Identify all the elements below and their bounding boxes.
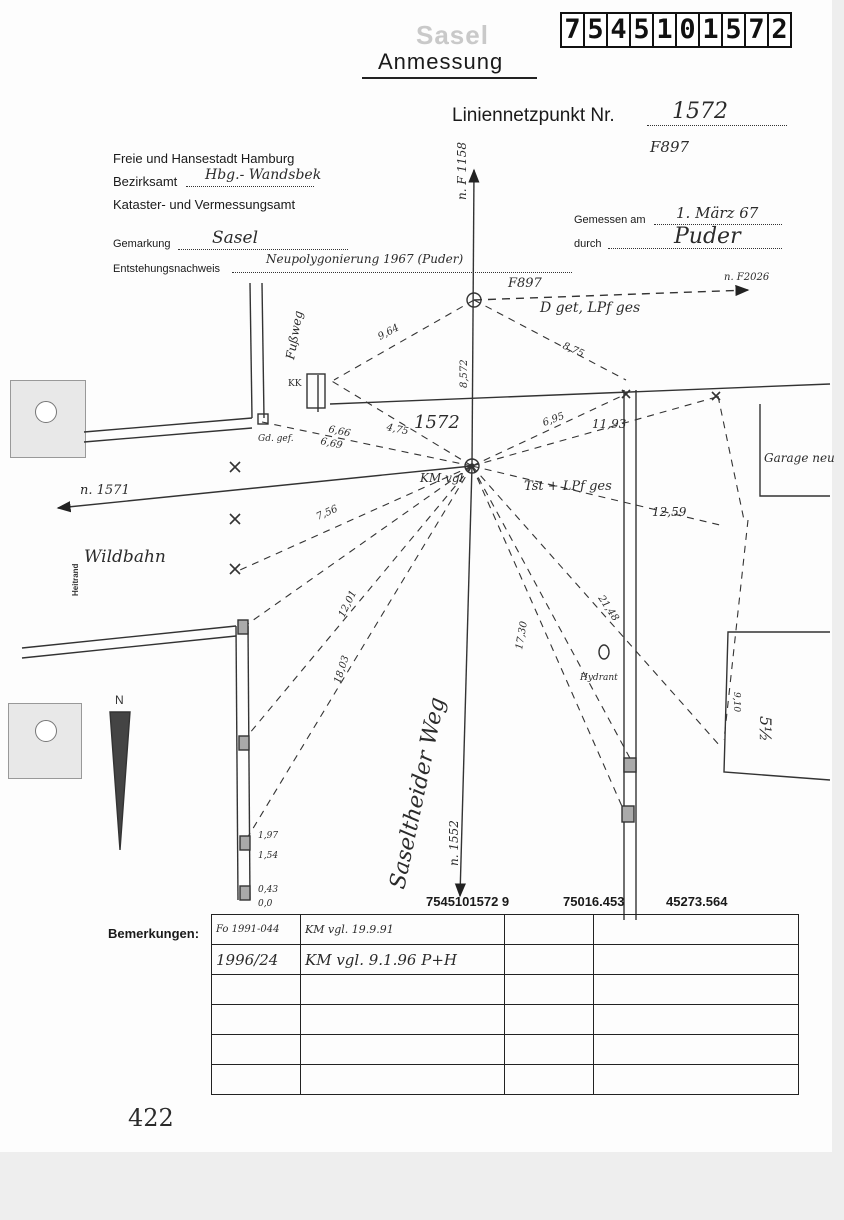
measurement-label: 4,75 [385, 422, 410, 438]
km-vgl-label: KM vgl [420, 471, 464, 485]
table-cell [594, 915, 799, 945]
measure-line [334, 300, 474, 380]
table-row [212, 945, 799, 975]
road-edge [330, 384, 830, 404]
point-number: 1572 [672, 99, 728, 124]
axis-north [472, 170, 474, 466]
measurement-label: 0,0 [258, 899, 273, 909]
fussweg-label: Fußweg [283, 309, 306, 361]
dget-note: D get, LPf ges [540, 300, 641, 316]
measurement-label: 12,59 [652, 505, 687, 519]
wildbahn-label: Wildbahn [84, 547, 166, 567]
bezirksamt-label: Bezirksamt [113, 174, 178, 189]
authority-line3: Kataster- und Vermessungsamt [113, 197, 296, 212]
measurement-label: 8,572 [459, 359, 470, 388]
measurement-label: 7,56 [314, 503, 340, 523]
measure-line [472, 466, 628, 820]
measurement-label: 6,66 [327, 424, 352, 440]
road-edge [22, 626, 236, 648]
measurement-label: 9,10 [731, 692, 741, 713]
street-label: Saseltheider Weg [385, 695, 451, 892]
north-direction-label: n. F 1158 [455, 141, 469, 200]
cross-marker [712, 392, 720, 400]
table-cell: Fo 1991-044 [212, 915, 301, 945]
durch-label: durch [574, 238, 602, 250]
coordinate-x: 75016.453 [563, 894, 625, 909]
curb-post [622, 806, 634, 822]
gemessen-value: 1. März 67 [676, 204, 759, 222]
measure-line [242, 466, 472, 628]
id-digit: 1 [698, 12, 723, 48]
center-point-label: 1572 [414, 412, 460, 433]
measurement-label: 9,64 [376, 322, 402, 343]
measurement-label: 18,03 [332, 654, 352, 685]
measurement-label: 6,95 [541, 410, 566, 429]
cross-marker [230, 462, 240, 472]
table-cell [505, 945, 594, 975]
measurement-label: 0,43 [258, 885, 279, 895]
curb-post [240, 886, 250, 900]
remarks-table [211, 914, 799, 1095]
table-cell [505, 975, 594, 1005]
f897-label: F897 [508, 276, 542, 291]
id-digit: 7 [744, 12, 769, 48]
id-digit: 7 [560, 12, 585, 48]
measurement-label: 1,54 [258, 851, 279, 861]
axis-east [474, 290, 748, 300]
gemarkung-value: Sasel [212, 228, 259, 248]
table-cell [301, 1035, 505, 1065]
id-digit: 5 [583, 12, 608, 48]
id-digit: 4 [606, 12, 631, 48]
curb-post [238, 620, 248, 634]
coordinate-y: 45273.564 [666, 894, 728, 909]
district-stamp: Sasel [416, 20, 489, 50]
table-row [212, 1065, 799, 1095]
table-cell [505, 915, 594, 945]
heitrand-label: Heitrand [71, 563, 80, 596]
east-direction-label: n. F2026 [724, 272, 770, 283]
axis-south [460, 466, 472, 896]
point-label: Liniennetzpunkt Nr. [452, 105, 615, 126]
curb-line [248, 626, 250, 900]
tst-note: Tst + LPf ges [524, 479, 612, 494]
table-cell [594, 945, 799, 975]
table-row [212, 915, 799, 945]
hydrant-marker [599, 645, 609, 659]
table-cell [301, 1005, 505, 1035]
table-cell [212, 1065, 301, 1095]
table-cell [301, 975, 505, 1005]
table-cell [505, 1035, 594, 1065]
fussweg-edge [262, 283, 264, 418]
measure-line [472, 396, 720, 466]
measurement-label: 8,75 [560, 340, 586, 360]
table-row [212, 1035, 799, 1065]
table-cell: KM vgl. 19.9.91 [301, 915, 505, 945]
fussweg-edge [250, 283, 252, 418]
table-cell [505, 1005, 594, 1035]
curb-line [236, 626, 238, 900]
table-cell: 1996/24 [212, 945, 301, 975]
garage-label: Garage neu [764, 451, 835, 465]
table-cell [212, 1035, 301, 1065]
table-cell [212, 975, 301, 1005]
cross-marker [622, 390, 630, 398]
id-digit: 2 [767, 12, 792, 48]
table-cell [594, 1005, 799, 1035]
kk-box [307, 374, 325, 408]
cross-marker [230, 564, 240, 574]
table-cell [594, 1065, 799, 1095]
road-edge [22, 636, 236, 658]
table-cell [594, 1035, 799, 1065]
survey-point-1572-center [470, 464, 474, 468]
table-cell [212, 1005, 301, 1035]
south-direction-label: n. 1552 [447, 820, 461, 866]
id-digit: 5 [629, 12, 654, 48]
table-cell: KM vgl. 9.1.96 P+H [301, 945, 505, 975]
coordinate-id: 7545101572 9 [426, 894, 510, 909]
measurement-label: 17,30 [514, 620, 530, 651]
entstehung-value: Neupolygonierung 1967 (Puder) [266, 252, 464, 266]
curb-post [624, 758, 636, 772]
table-cell [301, 1065, 505, 1095]
west-direction-label: n. 1571 [80, 483, 130, 498]
gemessen-label: Gemessen am [574, 214, 646, 226]
building-label: 5½ [756, 716, 775, 742]
remarks-label: Bemerkungen: [108, 926, 200, 941]
id-digit: 5 [721, 12, 746, 48]
measurement-label: 12,01 [336, 588, 360, 620]
page-title: Anmessung [378, 49, 504, 74]
hydrant-label: Hydrant [580, 673, 618, 683]
table-cell [594, 975, 799, 1005]
entstehung-label: Entstehungsnachweis [113, 263, 221, 275]
measure-line [718, 396, 744, 520]
kk-label: KK [288, 379, 302, 389]
authority-line1: Freie und Hansestadt Hamburg [113, 151, 295, 166]
table-row [212, 975, 799, 1005]
id-digit: 1 [652, 12, 677, 48]
measurement-label: 6,69 [319, 436, 344, 452]
curb-post [240, 836, 250, 850]
curb-post [239, 736, 249, 750]
measurement-label: 1,97 [258, 831, 279, 841]
durch-value: Puder [674, 224, 741, 249]
gemarkung-label: Gemarkung [113, 238, 171, 250]
cross-marker [230, 514, 240, 524]
measurement-label: 21,48 [595, 593, 621, 624]
table-row [212, 1005, 799, 1035]
north-arrow-icon [110, 712, 130, 850]
bezirksamt-value: Hbg.- Wandsbek [205, 167, 322, 183]
measure-line [246, 466, 472, 840]
id-digit: 0 [675, 12, 700, 48]
garage-outline [760, 404, 830, 496]
measurement-label: 11,93 [592, 417, 627, 431]
gd-gef-label: Gd. gef. [258, 434, 294, 444]
point-alias: F897 [650, 138, 690, 156]
page-number: 422 [128, 1104, 174, 1132]
table-cell [505, 1065, 594, 1095]
north-arrow-label: N [115, 693, 124, 707]
